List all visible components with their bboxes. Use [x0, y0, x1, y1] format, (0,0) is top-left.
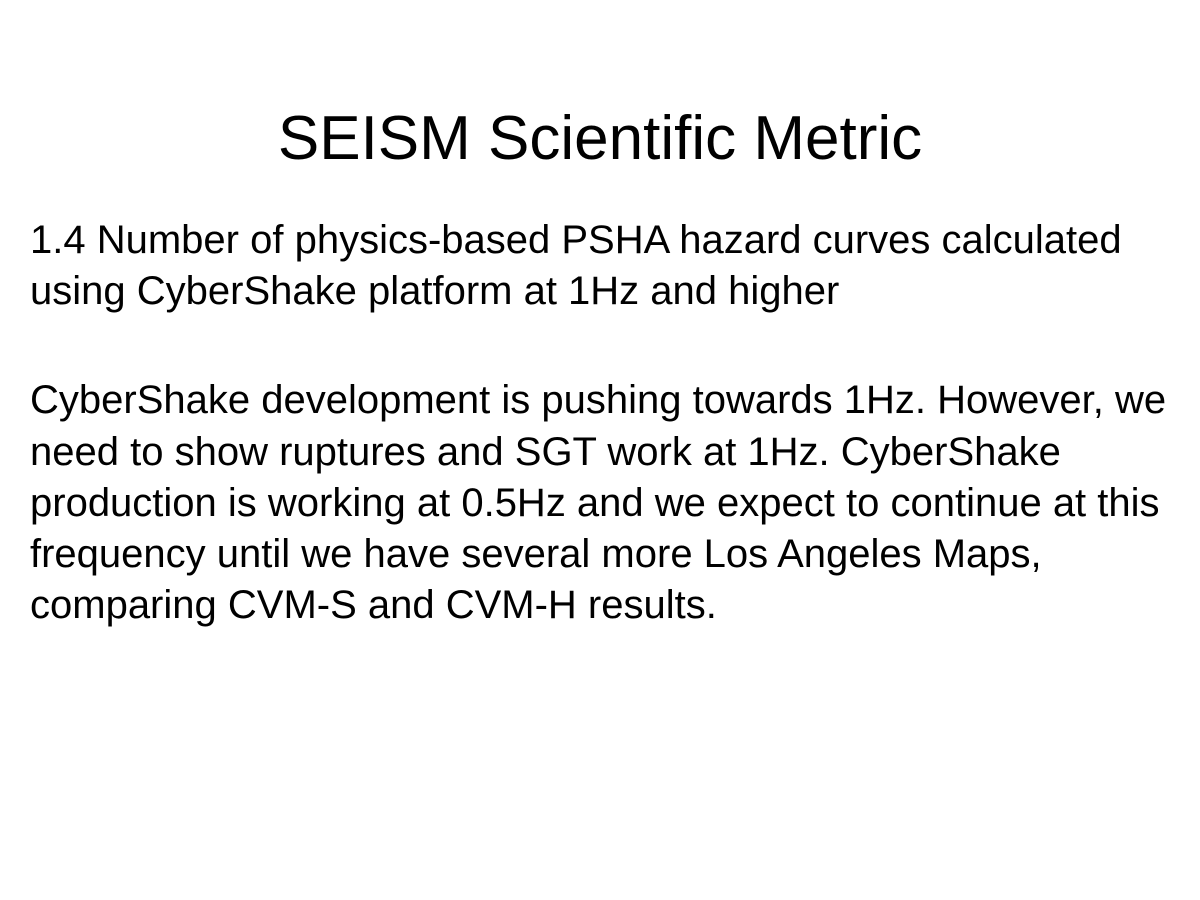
slide-body [30, 215, 1170, 631]
body-paragraph-metric-definition: 1.4 Number of physics-based PSHA hazard curves calculated using CyberShake platform at 1Hz and higher [30, 218, 1122, 314]
page-title: SEISM Scientific Metric [277, 103, 923, 173]
body-paragraph-status-description: CyberShake development is pushing towards 1Hz. However, we need to show ruptures and SGT work at 1Hz. CyberShake production is working at 0.5Hz and we expect to continue at this frequency until we have several more Los Angeles Maps, comparing CVM-S and CVM-H results. [30, 378, 1167, 628]
